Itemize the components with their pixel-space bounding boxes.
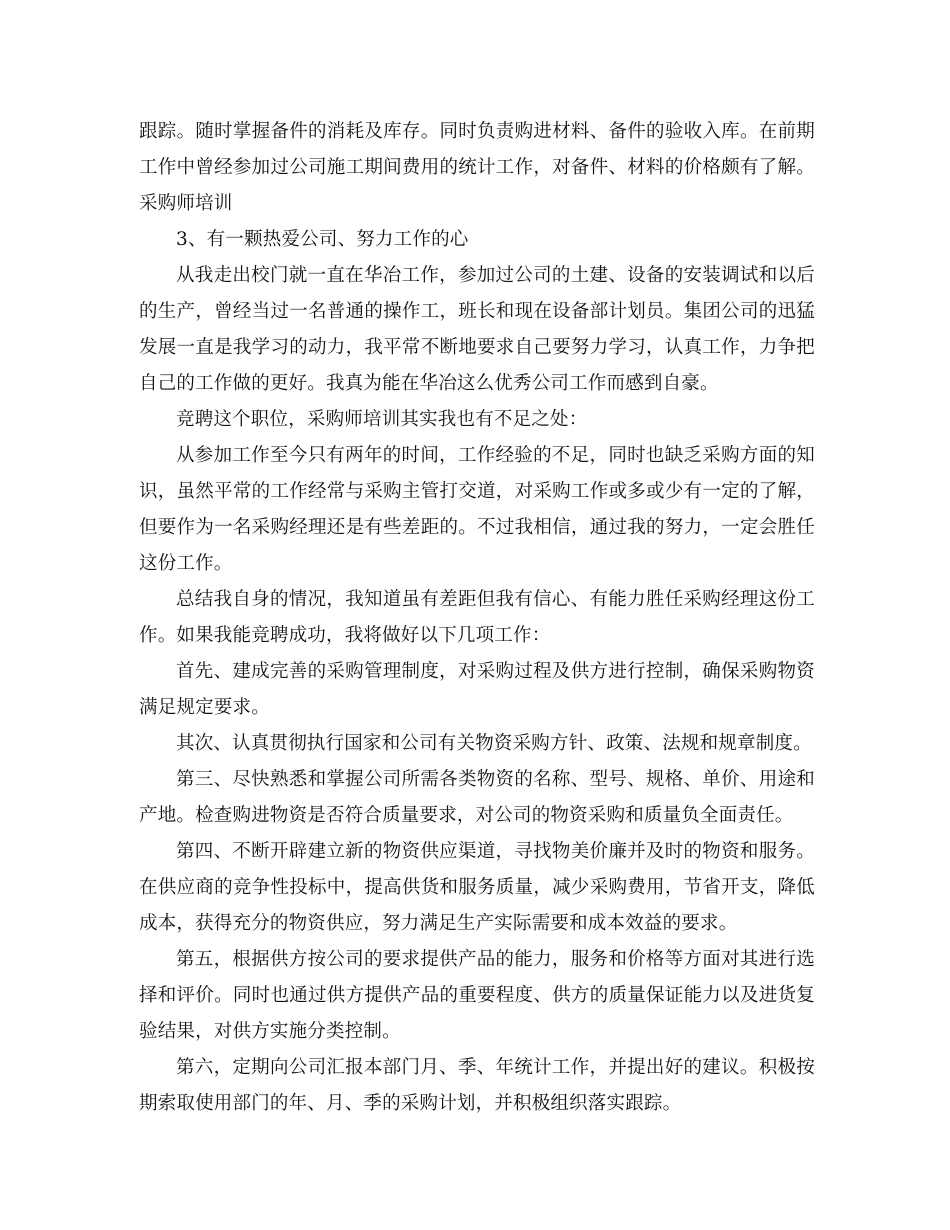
paragraph-shortcomings-intro: 竞聘这个职位，采购师培训其实我也有不足之处： xyxy=(176,409,588,430)
section-heading-3: 3、有一颗热爱公司、努力工作的心 xyxy=(176,229,469,250)
paragraph-shortcomings: 从参加工作至今只有两年的时间，工作经验的不足，同时也缺乏采购方面的知识，虽然平常的工作经常与采购主管打交道，对采购工作或多或少有一定的了解，但要作为一名采购经理还是有些差距的。不过我相信，通过我的努力，一定会胜任这份工作。 xyxy=(139,445,815,574)
paragraph-fourth: 第四、不断开辟建立新的物资供应渠道，寻找物美价廉并及时的物资和服务。在供应商的竞争性投标中，提高供货和服务质量，减少采购费用，节省开支，降低成本，获得充分的物资供应，努力满足生产实际需要和成本效益的要求。 xyxy=(139,841,815,934)
paragraph-first: 首先、建成完善的采购管理制度，对采购过程及供方进行控制，确保采购物资满足规定要求。 xyxy=(139,661,815,718)
paragraph-continuation: 跟踪。随时掌握备件的消耗及库存。同时负责购进材料、备件的验收入库。在前期工作中曾经参加过公司施工期间费用的统计工作，对备件、材料的价格颇有了解。采购师培训 xyxy=(139,121,815,214)
paragraph-work-history: 从我走出校门就一直在华冶工作，参加过公司的土建、设备的安装调试和以后的生产，曾经当过一名普通的操作工，班长和现在设备部计划员。集团公司的迅猛发展一直是我学习的动力，我平常不断地要求自己要努力学习，认真工作，力争把自己的工作做的更好。我真为能在华冶这么优秀公司工作而感到自豪。 xyxy=(139,265,815,394)
paragraph-third: 第三、尽快熟悉和掌握公司所需各类物资的名称、型号、规格、单价、用途和产地。检查购进物资是否符合质量要求，对公司的物资采购和质量负全面责任。 xyxy=(139,769,815,826)
paragraph-fifth: 第五，根据供方按公司的要求提供产品的能力，服务和价格等方面对其进行选择和评价。同时也通过供方提供产品的重要程度、供方的质量保证能力以及进货复验结果，对供方实施分类控制。 xyxy=(139,949,815,1042)
document-body xyxy=(139,114,815,1122)
paragraph-second: 其次、认真贯彻执行国家和公司有关物资采购方针、政策、法规和规章制度。 xyxy=(176,733,812,754)
paragraph-summary: 总结我自身的情况，我知道虽有差距但我有信心、有能力胜任采购经理这份工作。如果我能竞聘成功，我将做好以下几项工作： xyxy=(139,589,815,646)
paragraph-sixth: 第六，定期向公司汇报本部门月、季、年统计工作，并提出好的建议。积极按期索取使用部门的年、月、季的采购计划，并积极组织落实跟踪。 xyxy=(139,1057,815,1114)
